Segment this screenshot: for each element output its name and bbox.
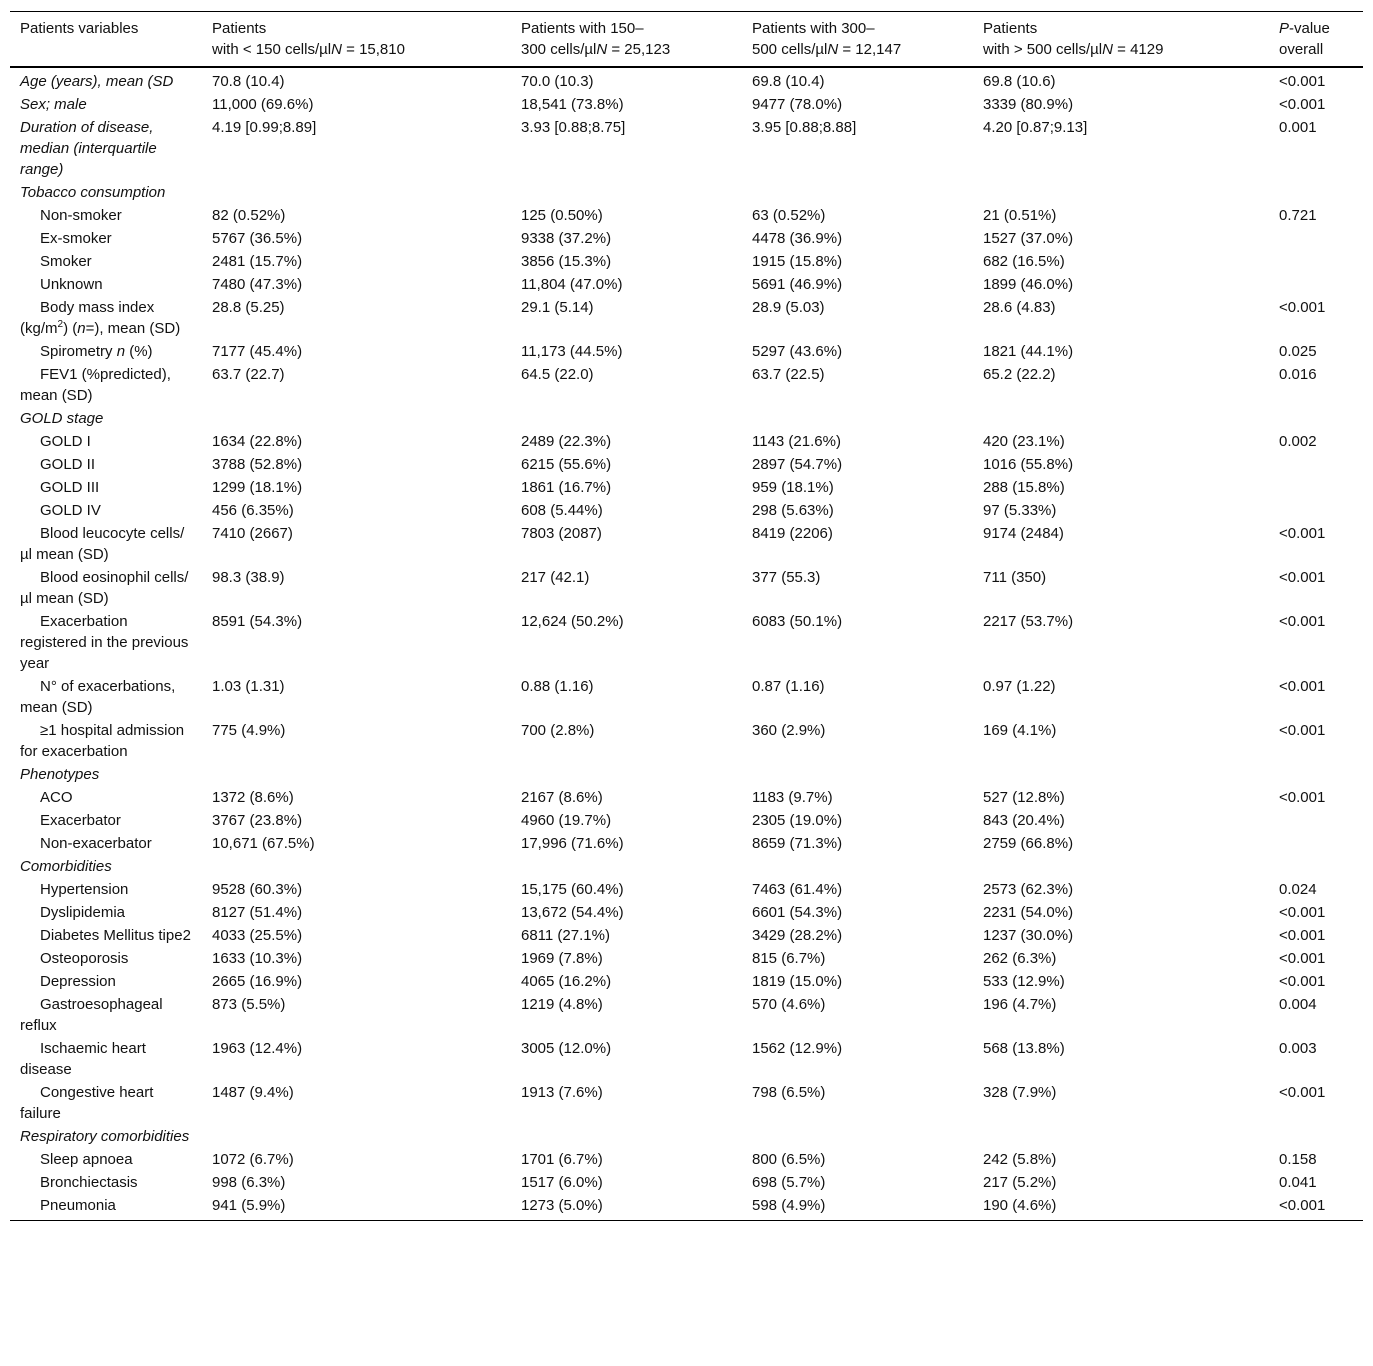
cell-gt500: 527 (12.8%) <box>983 789 1065 806</box>
cell-p-value: <0.001 <box>1279 96 1326 113</box>
cell-150-300: 0.88 (1.16) <box>521 678 594 695</box>
row-sex <box>10 93 1363 116</box>
cell-150-300: 125 (0.50%) <box>521 207 603 224</box>
section-phenotypes <box>10 763 1363 786</box>
cell-300-500: 815 (6.7%) <box>752 950 826 967</box>
cell-gt500: 568 (13.8%) <box>983 1040 1065 1057</box>
cell-gt500: 1527 (37.0%) <box>983 230 1074 247</box>
cell-gt500: 2217 (53.7%) <box>983 613 1074 630</box>
cell-150-300: 29.1 (5.14) <box>521 299 594 316</box>
row-label: Smoker <box>40 253 92 270</box>
section-heading: Tobacco consumption <box>20 184 166 201</box>
cell-p-value: <0.001 <box>1279 613 1326 630</box>
row-depression <box>10 970 1363 993</box>
cell-lt150: 8591 (54.3%) <box>212 613 303 630</box>
cell-300-500: 1915 (15.8%) <box>752 253 843 270</box>
cell-lt150: 10,671 (67.5%) <box>212 835 315 852</box>
header-group-300-500: Patients with 300– 500 cells/µlN = 12,147 <box>742 12 973 68</box>
cell-300-500: 1143 (21.6%) <box>752 433 841 450</box>
cell-300-500: 8659 (71.3%) <box>752 835 843 852</box>
cell-150-300: 12,624 (50.2%) <box>521 613 624 630</box>
cell-gt500: 420 (23.1%) <box>983 433 1065 450</box>
cell-p-value: <0.001 <box>1279 950 1326 967</box>
row-label: Exacerbator <box>40 812 121 829</box>
cell-gt500: 843 (20.4%) <box>983 812 1065 829</box>
row-label: Non-exacerbator <box>40 835 152 852</box>
row-unknown <box>10 273 1363 296</box>
row-gastroesophageal-reflux <box>10 993 1363 1037</box>
cell-300-500: 9477 (78.0%) <box>752 96 843 113</box>
cell-gt500: 65.2 (22.2) <box>983 366 1056 383</box>
cell-300-500: 959 (18.1%) <box>752 479 834 496</box>
cell-lt150: 82 (0.52%) <box>212 207 286 224</box>
header-group-150-300: Patients with 150– 300 cells/µlN = 25,123 <box>511 12 742 68</box>
section-heading: GOLD stage <box>20 410 104 427</box>
cell-p-value: <0.001 <box>1279 678 1326 695</box>
cell-300-500: 5691 (46.9%) <box>752 276 843 293</box>
row-non-smoker <box>10 204 1363 227</box>
cell-150-300: 2167 (8.6%) <box>521 789 603 806</box>
cell-150-300: 700 (2.8%) <box>521 722 595 739</box>
cell-150-300: 4960 (19.7%) <box>521 812 612 829</box>
cell-lt150: 63.7 (22.7) <box>212 366 285 383</box>
cell-150-300: 64.5 (22.0) <box>521 366 594 383</box>
row-label: ACO <box>40 789 73 806</box>
row-non-exacerbator <box>10 832 1363 855</box>
cell-lt150: 7480 (47.3%) <box>212 276 303 293</box>
section-heading: Phenotypes <box>20 766 100 783</box>
row-label: Duration of disease, median (interquartile range) <box>20 119 157 178</box>
header-group-gt500: Patients with > 500 cells/µlN = 4129 <box>973 12 1269 68</box>
row-label: GOLD III <box>40 479 100 496</box>
cell-150-300: 70.0 (10.3) <box>521 73 594 90</box>
row-label: Sleep apnoea <box>40 1151 133 1168</box>
cell-300-500: 6601 (54.3%) <box>752 904 843 921</box>
cell-lt150: 11,000 (69.6%) <box>212 96 314 113</box>
cell-150-300: 6811 (27.1%) <box>521 927 610 944</box>
section-tobacco <box>10 181 1363 204</box>
cell-lt150: 1.03 (1.31) <box>212 678 285 695</box>
cell-p-value: <0.001 <box>1279 789 1326 806</box>
row-label: Pneumonia <box>10 1194 202 1221</box>
cell-300-500: 69.8 (10.4) <box>752 73 825 90</box>
cell-150-300: 4065 (16.2%) <box>521 973 612 990</box>
row-label: Blood eosinophil cells/µl mean (SD) <box>20 569 189 607</box>
section-heading: Comorbidities <box>20 858 112 875</box>
cell-lt150: 98.3 (38.9) <box>212 569 285 586</box>
cell-p-value: 0.158 <box>1279 1151 1317 1168</box>
cell-300-500: 63.7 (22.5) <box>752 366 825 383</box>
cell-150-300: 1219 (4.8%) <box>521 996 603 1013</box>
cell-300-500: 6083 (50.1%) <box>752 613 843 630</box>
row-label: ≥1 hospital admission for exacerbation <box>20 722 185 760</box>
cell-gt500: 242 (5.8%) <box>983 1151 1057 1168</box>
cell-150-300: 1969 (7.8%) <box>521 950 603 967</box>
row-label: Spirometry n (%) <box>40 343 153 360</box>
cell-150-300: 11,804 (47.0%) <box>521 276 623 293</box>
row-age <box>10 67 1363 93</box>
cell-p-value: 0.001 <box>1279 119 1317 136</box>
row-label: Osteoporosis <box>40 950 129 967</box>
cell-300-500: 2897 (54.7%) <box>752 456 843 473</box>
cell-p-value: <0.001 <box>1279 569 1326 586</box>
cell-lt150: 1633 (10.3%) <box>212 950 303 967</box>
cell-gt500: 169 (4.1%) <box>983 722 1057 739</box>
row-pneumonia <box>10 1194 1363 1221</box>
cell-p-value: 0.004 <box>1279 996 1317 1013</box>
cell-lt150: 998 (6.3%) <box>212 1174 286 1191</box>
cell-p-value: <0.001 <box>1279 927 1326 944</box>
cell-p-value: <0.001 <box>1279 973 1326 990</box>
cell-300-500: 7463 (61.4%) <box>752 881 843 898</box>
cell-150-300: 1517 (6.0%) <box>521 1174 603 1191</box>
cell-150-300: 1273 (5.0%) <box>511 1194 742 1221</box>
cell-300-500: 698 (5.7%) <box>752 1174 826 1191</box>
cell-p-value <box>1269 273 1363 296</box>
cell-150-300: 1701 (6.7%) <box>521 1151 603 1168</box>
row-label: GOLD II <box>40 456 96 473</box>
cell-300-500: 4478 (36.9%) <box>752 230 843 247</box>
cell-lt150: 1487 (9.4%) <box>212 1084 294 1101</box>
cell-lt150: 1072 (6.7%) <box>212 1151 294 1168</box>
row-bmi <box>10 296 1363 340</box>
cell-150-300: 217 (42.1) <box>521 569 590 586</box>
cell-lt150: 7410 (2667) <box>212 525 293 542</box>
row-label: GOLD I <box>40 433 91 450</box>
patient-characteristics-table <box>10 11 1363 1221</box>
cell-300-500: 3429 (28.2%) <box>752 927 843 944</box>
cell-300-500: 1562 (12.9%) <box>752 1040 843 1057</box>
cell-300-500: 570 (4.6%) <box>752 996 826 1013</box>
cell-p-value <box>1269 809 1363 832</box>
header-variables: Patients variables <box>10 12 202 68</box>
row-label: Unknown <box>40 276 103 293</box>
cell-300-500: 798 (6.5%) <box>752 1084 826 1101</box>
row-label: Depression <box>40 973 116 990</box>
cell-gt500: 28.6 (4.83) <box>983 299 1056 316</box>
cell-p-value: 0.721 <box>1279 207 1317 224</box>
row-ex-smoker <box>10 227 1363 250</box>
cell-lt150: 9528 (60.3%) <box>212 881 303 898</box>
cell-p-value: 0.016 <box>1279 366 1317 383</box>
row-dyslipidemia <box>10 901 1363 924</box>
cell-lt150: 1372 (8.6%) <box>212 789 294 806</box>
cell-300-500: 3.95 [0.88;8.88] <box>752 119 857 136</box>
row-gold-2 <box>10 453 1363 476</box>
row-aco <box>10 786 1363 809</box>
cell-gt500: 21 (0.51%) <box>983 207 1057 224</box>
cell-gt500: 288 (15.8%) <box>983 479 1065 496</box>
row-leucocyte <box>10 522 1363 566</box>
row-diabetes <box>10 924 1363 947</box>
cell-150-300: 2489 (22.3%) <box>521 433 612 450</box>
cell-p-value: <0.001 <box>1279 1084 1326 1101</box>
cell-lt150: 456 (6.35%) <box>212 502 294 519</box>
cell-150-300: 608 (5.44%) <box>521 502 603 519</box>
row-label: Ex-smoker <box>40 230 112 247</box>
cell-300-500: 800 (6.5%) <box>752 1151 826 1168</box>
section-heading: Respiratory comorbidities <box>20 1128 190 1145</box>
row-ischaemic-heart-disease <box>10 1037 1363 1081</box>
cell-p-value: <0.001 <box>1269 1194 1363 1221</box>
cell-150-300: 1913 (7.6%) <box>521 1084 603 1101</box>
cell-lt150: 4033 (25.5%) <box>212 927 303 944</box>
row-hospital-admission <box>10 719 1363 763</box>
cell-gt500: 9174 (2484) <box>983 525 1064 542</box>
cell-gt500: 196 (4.7%) <box>983 996 1057 1013</box>
header-p-value: P-value overall <box>1269 12 1363 68</box>
cell-300-500: 0.87 (1.16) <box>752 678 825 695</box>
cell-150-300: 11,173 (44.5%) <box>521 343 623 360</box>
row-label: Non-smoker <box>40 207 122 224</box>
cell-gt500: 2573 (62.3%) <box>983 881 1074 898</box>
row-label: Diabetes Mellitus tipe2 <box>40 927 191 944</box>
cell-300-500: 8419 (2206) <box>752 525 833 542</box>
row-label: Age (years), mean (SD <box>20 73 174 90</box>
cell-gt500: 328 (7.9%) <box>983 1084 1057 1101</box>
row-hypertension <box>10 878 1363 901</box>
cell-gt500: 1821 (44.1%) <box>983 343 1074 360</box>
cell-gt500: 1016 (55.8%) <box>983 456 1074 473</box>
cell-150-300: 7803 (2087) <box>521 525 602 542</box>
row-exacerbator <box>10 809 1363 832</box>
row-spirometry <box>10 340 1363 363</box>
row-label: Ischaemic heart disease <box>20 1040 146 1078</box>
cell-lt150: 7177 (45.4%) <box>212 343 303 360</box>
cell-p-value: 0.002 <box>1279 433 1317 450</box>
row-label: Blood leucocyte cells/µl mean (SD) <box>20 525 185 563</box>
cell-p-value: <0.001 <box>1279 525 1326 542</box>
cell-gt500: 97 (5.33%) <box>983 502 1057 519</box>
cell-gt500: 69.8 (10.6) <box>983 73 1056 90</box>
cell-p-value <box>1269 499 1363 522</box>
cell-p-value <box>1269 476 1363 499</box>
row-eosinophil <box>10 566 1363 610</box>
cell-gt500: 217 (5.2%) <box>983 1174 1057 1191</box>
cell-lt150: 4.19 [0.99;8.89] <box>212 119 317 136</box>
row-gold-3 <box>10 476 1363 499</box>
section-respiratory-comorbidities <box>10 1125 1363 1148</box>
cell-p-value <box>1269 227 1363 250</box>
row-smoker <box>10 250 1363 273</box>
row-label: Congestive heart failure <box>20 1084 154 1122</box>
cell-lt150: 70.8 (10.4) <box>212 73 285 90</box>
cell-gt500: 711 (350) <box>983 569 1047 586</box>
row-label: GOLD IV <box>40 502 101 519</box>
row-label: Gastroesophageal reflux <box>20 996 163 1034</box>
cell-gt500: 682 (16.5%) <box>983 253 1065 270</box>
cell-150-300: 6215 (55.6%) <box>521 456 612 473</box>
cell-gt500: 2759 (66.8%) <box>983 835 1074 852</box>
cell-300-500: 1183 (9.7%) <box>752 789 833 806</box>
row-exacerbation-previous-year <box>10 610 1363 675</box>
cell-lt150: 2481 (15.7%) <box>212 253 303 270</box>
cell-150-300: 3856 (15.3%) <box>521 253 612 270</box>
row-label: Hypertension <box>40 881 129 898</box>
cell-lt150: 8127 (51.4%) <box>212 904 303 921</box>
cell-300-500: 598 (4.9%) <box>742 1194 973 1221</box>
cell-p-value: <0.001 <box>1279 722 1326 739</box>
cell-gt500: 533 (12.9%) <box>983 973 1065 990</box>
cell-gt500: 2231 (54.0%) <box>983 904 1074 921</box>
cell-p-value <box>1269 250 1363 273</box>
header-group-lt150: Patients with < 150 cells/µlN = 15,810 <box>202 12 511 68</box>
cell-lt150: 873 (5.5%) <box>212 996 286 1013</box>
row-duration <box>10 116 1363 181</box>
cell-150-300: 18,541 (73.8%) <box>521 96 624 113</box>
cell-p-value: 0.041 <box>1279 1174 1317 1191</box>
cell-lt150: 5767 (36.5%) <box>212 230 303 247</box>
row-sleep-apnoea <box>10 1148 1363 1171</box>
row-label: Bronchiectasis <box>40 1174 138 1191</box>
cell-300-500: 28.9 (5.03) <box>752 299 825 316</box>
row-osteoporosis <box>10 947 1363 970</box>
cell-gt500: 3339 (80.9%) <box>983 96 1074 113</box>
cell-gt500: 4.20 [0.87;9.13] <box>983 119 1088 136</box>
cell-lt150: 3767 (23.8%) <box>212 812 303 829</box>
cell-p-value: <0.001 <box>1279 299 1326 316</box>
row-label: Exacerbation registered in the previous year <box>20 613 189 672</box>
cell-150-300: 3.93 [0.88;8.75] <box>521 119 626 136</box>
table-header-row <box>10 12 1363 68</box>
row-bronchiectasis <box>10 1171 1363 1194</box>
cell-lt150: 775 (4.9%) <box>212 722 286 739</box>
cell-300-500: 360 (2.9%) <box>752 722 826 739</box>
cell-150-300: 1861 (16.7%) <box>521 479 612 496</box>
row-congestive-heart-failure <box>10 1081 1363 1125</box>
row-label: FEV1 (%predicted), mean (SD) <box>20 366 171 404</box>
cell-150-300: 13,672 (54.4%) <box>521 904 624 921</box>
row-label: Body mass index $(kg/m^2)$ (n=), mean (SD) <box>20 299 181 337</box>
row-label: Sex; male <box>20 96 87 113</box>
cell-lt150: 1963 (12.4%) <box>212 1040 303 1057</box>
cell-p-value: <0.001 <box>1279 73 1326 90</box>
cell-p-value <box>1269 832 1363 855</box>
section-gold <box>10 407 1363 430</box>
cell-300-500: 377 (55.3) <box>752 569 821 586</box>
cell-300-500: 1819 (15.0%) <box>752 973 843 990</box>
cell-150-300: 15,175 (60.4%) <box>521 881 624 898</box>
cell-150-300: 3005 (12.0%) <box>521 1040 612 1057</box>
row-gold-1 <box>10 430 1363 453</box>
cell-p-value: 0.025 <box>1279 343 1317 360</box>
section-comorbidities <box>10 855 1363 878</box>
cell-p-value: 0.024 <box>1279 881 1317 898</box>
cell-p-value: 0.003 <box>1279 1040 1317 1057</box>
cell-gt500: 190 (4.6%) <box>973 1194 1269 1221</box>
row-label: N° of exacerbations, mean (SD) <box>20 678 176 716</box>
cell-300-500: 63 (0.52%) <box>752 207 826 224</box>
cell-300-500: 5297 (43.6%) <box>752 343 843 360</box>
cell-gt500: 0.97 (1.22) <box>983 678 1056 695</box>
cell-gt500: 1899 (46.0%) <box>983 276 1074 293</box>
cell-150-300: 9338 (37.2%) <box>521 230 612 247</box>
cell-lt150: 941 (5.9%) <box>202 1194 511 1221</box>
cell-lt150: 1299 (18.1%) <box>212 479 303 496</box>
cell-lt150: 1634 (22.8%) <box>212 433 303 450</box>
cell-gt500: 1237 (30.0%) <box>983 927 1074 944</box>
cell-lt150: 3788 (52.8%) <box>212 456 303 473</box>
row-label: Dyslipidemia <box>40 904 126 921</box>
cell-gt500: 262 (6.3%) <box>983 950 1057 967</box>
row-number-of-exacerbations <box>10 675 1363 719</box>
cell-p-value <box>1269 453 1363 476</box>
cell-300-500: 298 (5.63%) <box>752 502 834 519</box>
cell-lt150: 28.8 (5.25) <box>212 299 285 316</box>
row-gold-4 <box>10 499 1363 522</box>
cell-150-300: 17,996 (71.6%) <box>521 835 624 852</box>
cell-lt150: 2665 (16.9%) <box>212 973 303 990</box>
cell-p-value: <0.001 <box>1279 904 1326 921</box>
cell-300-500: 2305 (19.0%) <box>752 812 843 829</box>
row-fev1 <box>10 363 1363 407</box>
